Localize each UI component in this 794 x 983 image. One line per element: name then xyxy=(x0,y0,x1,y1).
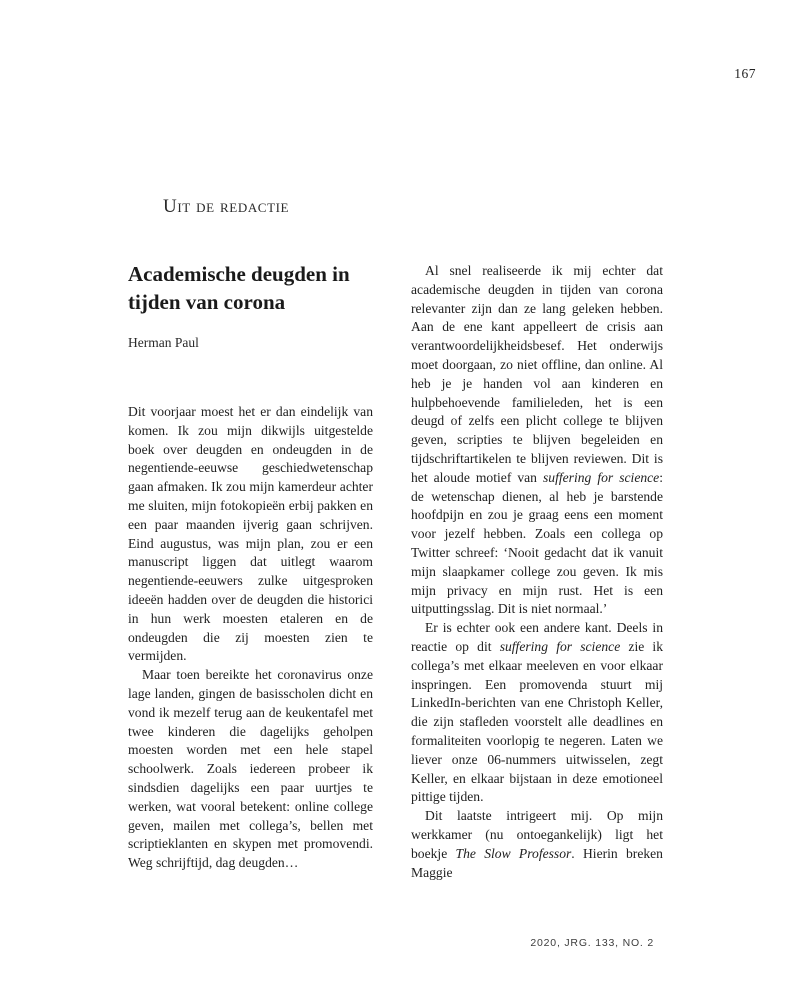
text-run: Maar toen bereikte het coronavirus onze lage landen, gingen de basisscholen dicht en vond ik mezelf terug aan de keukentafel met twee kinderen die dagelijks geholpen moesten worden met een hele stapel schoolwerk. Zoals iedereen probeer ik sindsdien dagelijks een paar uurtjes te werken, wat vooral betekent: online college geven, mailen met collega’s, bellen met scriptieklanten en skypen met promovendi. Weg schrijftijd, dag deugden… xyxy=(128,667,373,871)
text-run: . Hierin breken Maggie xyxy=(411,845,663,880)
journal-footer: 2020, JRG. 133, NO. 2 xyxy=(530,937,654,949)
paragraph xyxy=(128,666,373,873)
paragraph xyxy=(128,403,373,666)
article-title: Academische deugden in tijden van corona xyxy=(128,262,350,314)
section-heading: Uit de redactie xyxy=(163,196,290,217)
text-run: Dit laatste intrigeert mij. Op mijn werkkamer (nu ontoegankelijk) ligt het boekje xyxy=(411,808,663,861)
text-run: Dit voorjaar moest het er dan eindelijk van komen. Ik zou mijn dikwijls uitgestelde boek over deugden en ondeugden in de negentiende-eeuwse geschiedwetenschap gaan afmaken. Ik zou mijn kamerdeur achter me sluiten, mijn fotokopieën erbij pakken en een paar maanden ijverig gaan schrijven. Eind augustus, was mijn plan, zou er een manuscript liggen dat uitlegt waarom negentiende-eeuwers zulke uitgesproken ideeën hadden over de deugden die historici in hun werk moesten etaleren en de ondeugden die zij moesten zien te vermijden. xyxy=(128,404,373,664)
text-run: zie ik collega’s met elkaar meeleven en voor elkaar inspringen. Een promovenda stuurt mij LinkedIn-berichten van ene Christoph Keller, die zijn stafleden voorstelt alle deadlines en formaliteiten voorlopig te negeren. Laten we liever onze 06-nummers uitwisselen, zegt Keller, en elkaar bijstaan in deze emotioneel pittige tijden. xyxy=(411,638,663,805)
text-column-left xyxy=(128,403,373,873)
text-run: Er is echter ook een andere kant. Deels in reactie op dit xyxy=(411,620,663,654)
paragraph xyxy=(411,807,663,882)
italic-phrase: The Slow Professor xyxy=(455,845,572,861)
italic-phrase: suffering for science xyxy=(543,469,660,485)
italic-phrase: suffering for science xyxy=(499,638,621,654)
text-run: Al snel realiseerde ik mij echter dat academische deugden in tijden van corona relevanter zijn dan ze lang geleken hebben. Aan de ene kant appelleert de crisis aan verantwoordelijkheidsbesef. Het onderwijs moet doorgaan, zo niet offline, dan online. Al heb je je handen vol aan kinderen en hulpbehoevende familieleden, het is een deugd of zelfs een plicht college te blijven geven, scripties te blijven begeleiden en tijdschriftartikelen te blijven reviewen. Dit is het aloude motief van xyxy=(411,263,663,485)
paragraph xyxy=(411,262,663,619)
text-run: : de wetenschap dienen, al heb je barstende hoofdpijn en zou je graag eens een moment voor jezelf hebben. Zoals een collega op Twitter schreef: ‘Nooit gedacht dat ik vanuit mijn slaapkamer college zou geven. Ik mis mijn privacy en mijn rust. Het is een uitputtingsslag. Dit is niet normaal.’ xyxy=(411,469,663,617)
page-number: 167 xyxy=(734,66,756,81)
paragraph xyxy=(411,619,663,807)
article-author: Herman Paul xyxy=(128,335,199,350)
text-column-right xyxy=(411,262,663,882)
